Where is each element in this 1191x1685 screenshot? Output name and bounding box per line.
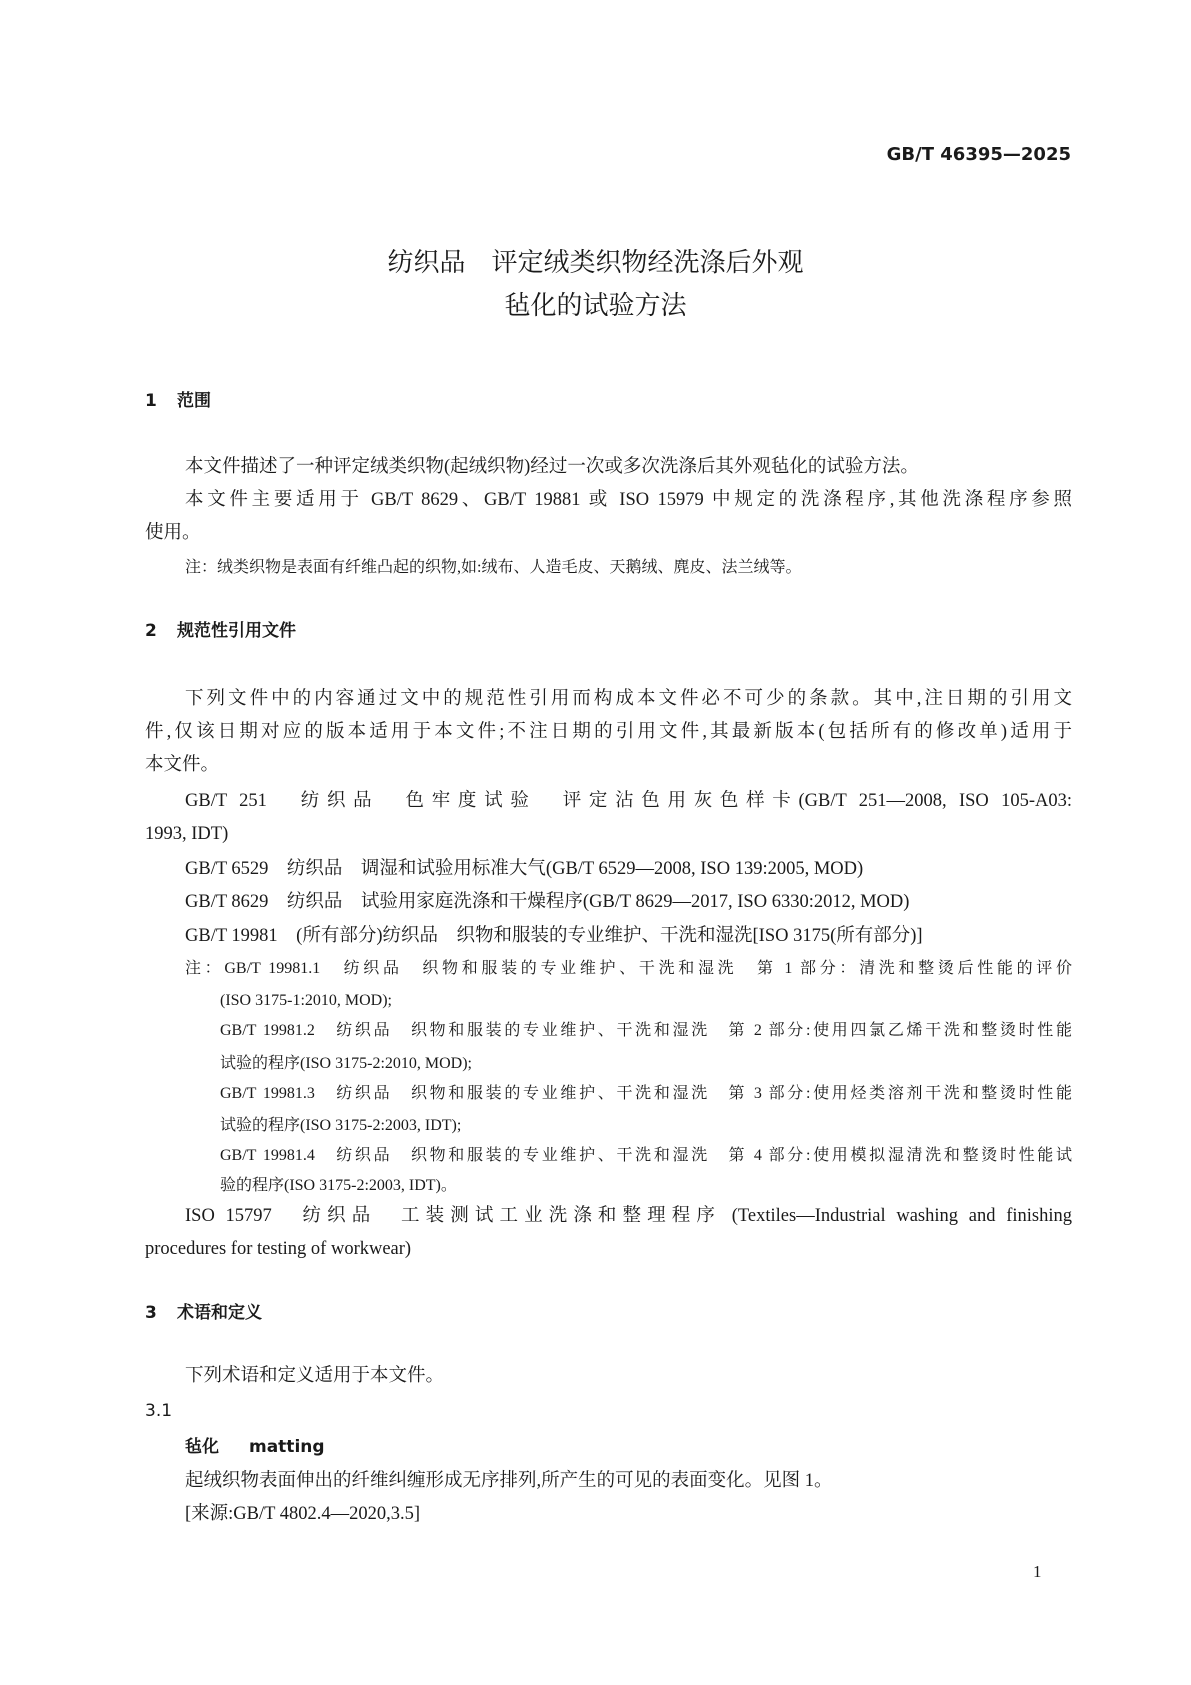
term-definition: 起绒织物表面伸出的纤维纠缠形成无序排列,所产生的可见的表面变化。见图 1。 [185, 1471, 833, 1491]
reference-iso-15797-cont: procedures for testing of workwear) [145, 1239, 412, 1259]
reference-gbt-8629: GB/T 8629 纺织品 试验用家庭洗涤和干燥程序(GB/T 8629—2017, ISO 6330:2012, MOD) [185, 892, 910, 912]
term-english: matting [249, 1437, 325, 1457]
section-1-paragraph-2: 本文件主要适用于 GB/T 8629、GB/T 19881 或 ISO 15979 中规定的洗涤程序,其他洗涤程序参照 [185, 490, 1072, 510]
note-19981-2-cont: 试验的程序(ISO 3175-2:2010, MOD); [220, 1055, 472, 1072]
section-2-heading: 规范性引用文件 [177, 621, 296, 641]
page-number: 1 [1033, 1562, 1042, 1581]
note-19981-1-cont: (ISO 3175-1:2010, MOD); [220, 992, 392, 1009]
note-19981-3: GB/T 19981.3 纺织品 织物和服装的专业维护、干洗和湿洗 第 3 部分:使用烃类溶剂干洗和整烫时性能 [220, 1085, 1072, 1102]
section-1-number: 1 [145, 391, 157, 411]
section-2-paragraph-end: 本文件。 [145, 755, 220, 775]
section-3-number: 3 [145, 1303, 157, 1323]
section-2-paragraph-cont: 件,仅该日期对应的版本适用于本文件;不注日期的引用文件,其最新版本(包括所有的修改单)适用于 [145, 722, 1072, 742]
section-1-paragraph-1: 本文件描述了一种评定绒类织物(起绒织物)经过一次或多次洗涤后其外观毡化的试验方法。 [185, 457, 919, 477]
reference-gbt-6529: GB/T 6529 纺织品 调湿和试验用标准大气(GB/T 6529—2008, ISO 139:2005, MOD) [185, 859, 864, 879]
reference-gbt-251-cont: 1993, IDT) [145, 824, 229, 844]
term-number: 3.1 [145, 1401, 173, 1421]
section-2-number: 2 [145, 621, 157, 641]
section-1-heading: 范围 [177, 391, 211, 411]
section-1-note: 注：绒类织物是表面有纤维凸起的织物,如:绒布、人造毛皮、天鹅绒、麂皮、法兰绒等。 [185, 559, 802, 576]
title-line-1: 纺织品 评定绒类织物经洗涤后外观 [387, 248, 804, 278]
term-source: [来源:GB/T 4802.4—2020,3.5] [185, 1504, 421, 1524]
note-19981-3-cont: 试验的程序(ISO 3175-2:2003, IDT); [220, 1117, 462, 1134]
note-19981-2: GB/T 19981.2 纺织品 织物和服装的专业维护、干洗和湿洗 第 2 部分:使用四氯乙烯干洗和整烫时性能 [220, 1022, 1072, 1039]
note-19981-4: GB/T 19981.4 纺织品 织物和服装的专业维护、干洗和湿洗 第 4 部分:使用模拟湿清洗和整烫时性能试 [220, 1147, 1072, 1164]
reference-gbt-19981: GB/T 19981 (所有部分)纺织品 织物和服装的专业维护、干洗和湿洗[ISO 3175(所有部分)] [185, 926, 923, 946]
note-19981-4-cont: 验的程序(ISO 3175-2:2003, IDT)。 [220, 1177, 457, 1194]
note-19981-1: 注：GB/T 19981.1 纺织品 织物和服装的专业维护、干洗和湿洗 第 1 部分：清洗和整烫后性能的评价 [185, 960, 1072, 977]
section-3-heading: 术语和定义 [177, 1303, 262, 1323]
section-3-intro: 下列术语和定义适用于本文件。 [185, 1366, 445, 1386]
title-line-2: 毡化的试验方法 [504, 291, 687, 321]
reference-gbt-251: GB/T 251 纺织品 色牢度试验 评定沾色用灰色样卡(GB/T 251—2008, ISO 105-A03: [185, 791, 1072, 811]
section-2-paragraph: 下列文件中的内容通过文中的规范性引用而构成本文件必不可少的条款。其中,注日期的引用文 [185, 689, 1072, 709]
reference-iso-15797: ISO 15797 纺织品 工装测试工业洗涤和整理程序 (Textiles—Industrial washing and finishing [185, 1206, 1072, 1226]
document-number: GB/T 46395—2025 [886, 144, 1071, 165]
section-1-paragraph-2-cont: 使用。 [145, 523, 201, 543]
term-chinese: 毡化 [185, 1437, 219, 1457]
